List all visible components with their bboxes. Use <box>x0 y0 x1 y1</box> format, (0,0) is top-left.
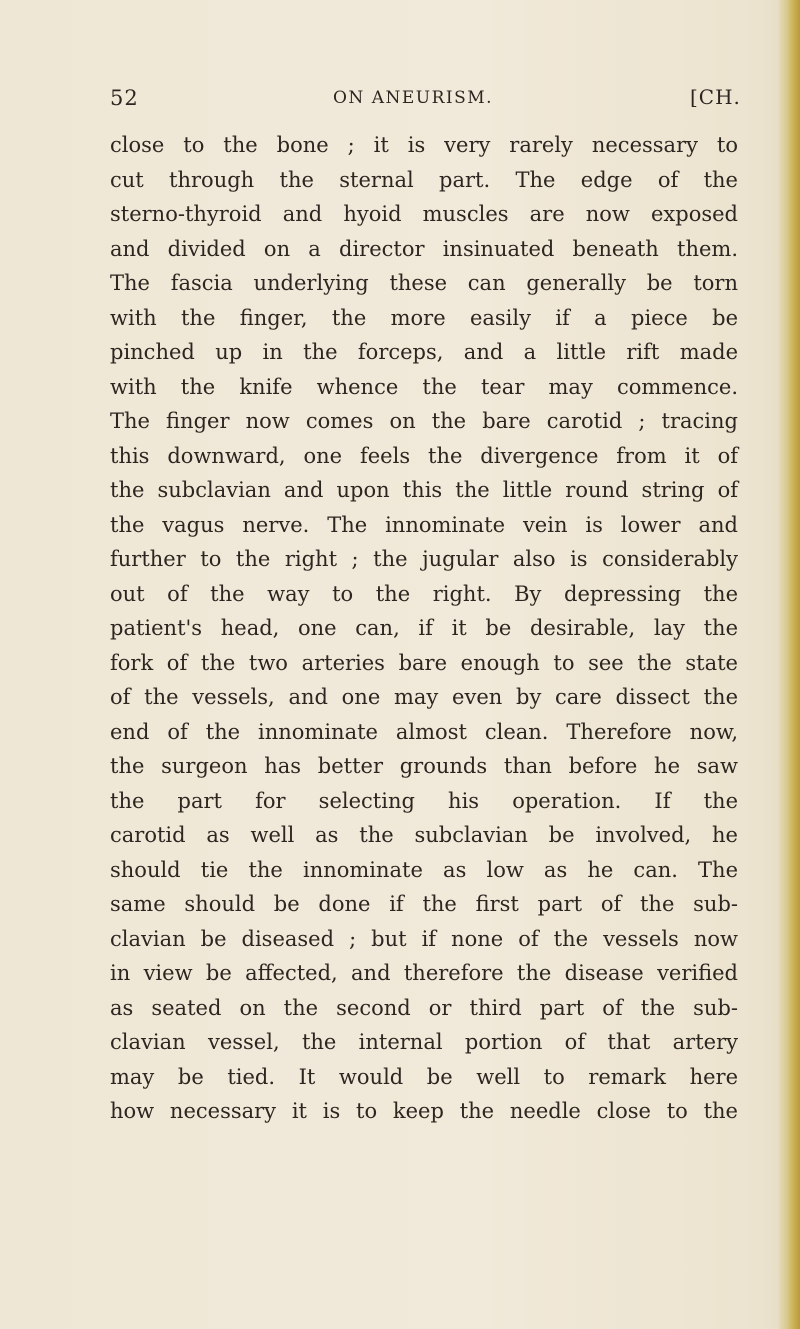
running-title: ON ANEURISM. <box>333 88 494 108</box>
text-line: with the knife whence the tear may commence. <box>110 374 738 399</box>
text-line: how necessary it is to keep the needle close to the <box>110 1099 738 1123</box>
text-line: out of the way to the right. By depressing the <box>110 581 738 606</box>
text-line: the vagus nerve. The innominate vein is lower and <box>110 512 738 537</box>
text-line: as seated on the second or third part of the sub- <box>110 995 738 1020</box>
text-line: further to the right ; the jugular also is considerably <box>110 547 738 571</box>
body-text <box>110 128 738 1129</box>
text-line: carotid as well as the subclavian be involved, he <box>110 823 738 847</box>
text-line: The finger now comes on the bare carotid ; tracing <box>110 409 738 433</box>
text-line: The fascia underlying these can generally be torn <box>110 271 738 295</box>
text-line: the subclavian and upon this the little round string of <box>110 478 738 502</box>
text-line: of the vessels, and one may even by care dissect the <box>110 685 738 709</box>
text-line: patient's head, one can, if it be desirable, lay the <box>110 616 738 640</box>
page-number: 52 <box>110 86 139 110</box>
text-line: cut through the sternal part. The edge of the <box>110 167 738 192</box>
text-line: end of the innominate almost clean. Therefore now, <box>110 719 738 744</box>
text-line: this downward, one feels the divergence from it of <box>110 443 738 468</box>
text-line: clavian be diseased ; but if none of the vessels now <box>110 926 738 951</box>
text-line: the surgeon has better grounds than before he saw <box>110 754 738 778</box>
text-line: pinched up in the forceps, and a little rift made <box>110 340 738 364</box>
text-line: and divided on a director insinuated beneath them. <box>110 236 738 261</box>
text-line: may be tied. It would be well to remark here <box>110 1064 738 1089</box>
text-line: sterno-thyroid and hyoid muscles are now exposed <box>110 202 738 226</box>
text-line: in view be affected, and therefore the disease verified <box>110 961 738 985</box>
page-edge <box>778 0 800 1329</box>
text-line: same should be done if the first part of the sub- <box>110 892 738 916</box>
text-line: with the finger, the more easily if a piece be <box>110 305 738 330</box>
chapter-mark: [CH. <box>690 85 741 109</box>
text-line: the part for selecting his operation. If the <box>110 788 738 813</box>
text-line: close to the bone ; it is very rarely necessary to <box>110 133 738 157</box>
text-line: clavian vessel, the internal portion of that artery <box>110 1030 738 1054</box>
running-header <box>110 82 740 118</box>
text-line: fork of the two arteries bare enough to see the state <box>110 650 738 675</box>
text-line: should tie the innominate as low as he can. The <box>110 857 738 882</box>
